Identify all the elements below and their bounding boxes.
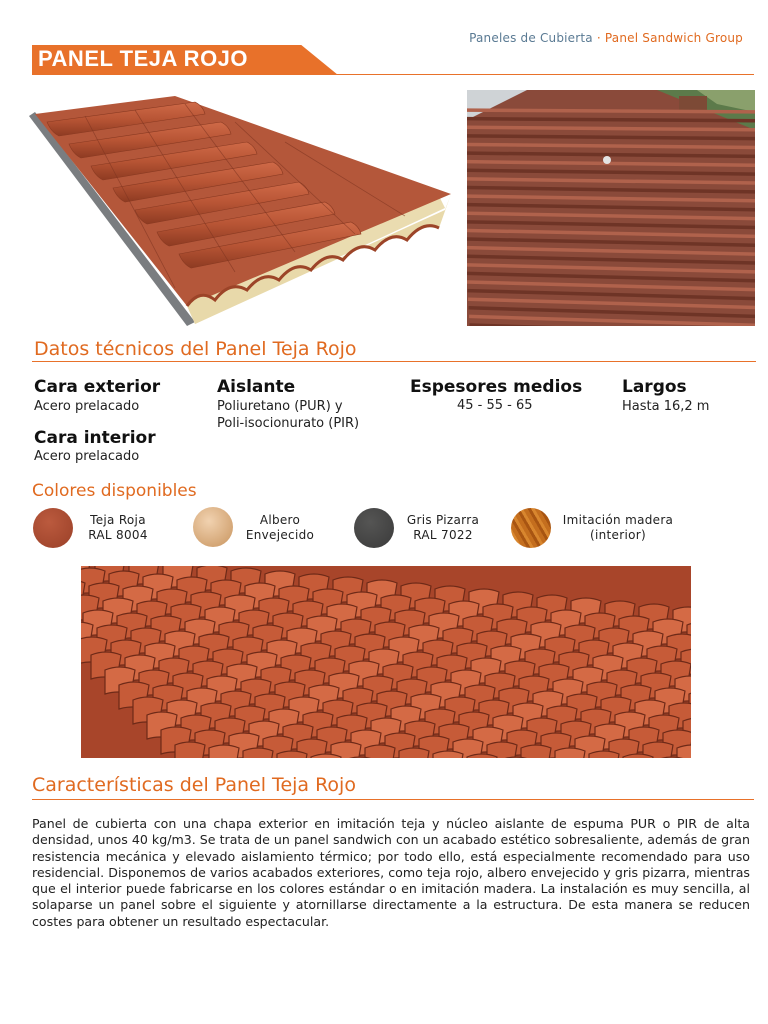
spec-value-lengths: Hasta 16,2 m — [622, 399, 710, 414]
spec-value-insulation-1: Poliuretano (PUR) y — [217, 399, 343, 414]
spec-value-exterior: Acero prelacado — [34, 399, 140, 414]
swatch-madera[interactable] — [511, 508, 551, 548]
color-label-gris-pizarra — [400, 513, 486, 543]
swatch-albero[interactable] — [193, 507, 233, 547]
spec-label-exterior: Cara exterior — [34, 377, 161, 397]
features-heading: Características del Panel Teja Rojo — [32, 774, 356, 796]
color-label-madera — [558, 513, 678, 543]
color-code: RAL 8004 — [88, 528, 148, 542]
breadcrumb — [469, 31, 743, 45]
color-name: Imitación madera — [562, 513, 674, 527]
spec-value-interior: Acero prelacado — [34, 449, 140, 464]
features-divider — [32, 799, 754, 800]
color-name: Gris Pizarra — [406, 513, 480, 527]
roof-photo — [467, 90, 755, 326]
breadcrumb-category[interactable]: Paneles de Cubierta — [469, 31, 593, 45]
spec-value-insulation-2: Poli-isocionurato (PIR) — [217, 416, 360, 431]
spec-label-thickness: Espesores medios — [410, 377, 583, 397]
tile-closeup-photo — [81, 566, 691, 758]
color-name: Teja Roja — [90, 513, 146, 527]
swatch-gris-pizarra[interactable] — [354, 508, 394, 548]
panel-illustration — [25, 92, 455, 328]
spec-label-lengths: Largos — [622, 377, 687, 397]
breadcrumb-brand[interactable]: Panel Sandwich Group — [604, 31, 743, 45]
page-title: PANEL TEJA ROJO — [38, 46, 249, 71]
color-code: RAL 7022 — [413, 528, 473, 542]
spec-label-insulation: Aislante — [217, 377, 296, 397]
color-label-teja-roja — [78, 513, 158, 543]
spec-value-thickness: 45 - 55 - 65 — [457, 398, 533, 413]
title-divider — [32, 74, 754, 75]
colors-heading: Colores disponibles — [32, 481, 197, 501]
breadcrumb-separator: · — [592, 31, 605, 45]
color-label-albero — [240, 513, 320, 543]
color-code: (interior) — [590, 528, 646, 542]
features-text: Panel de cubierta con una chapa exterior en imitación teja y núcleo aislante de espuma PUR o PIR de alta densidad, unos 40 kg/m3. Se trata de un panel sandwich con un acabado estético sobresaliente, además de gran resistencia mecánica y elevado aislamiento térmico; por todo ello, está especialmente recomendado para uso residencial. Disponemos de varios acabados exteriores, como teja rojo, albero envejecido y gris pizarra, mientras que el interior puede fabricarse en los colores estándar o en imitación madera. La instalación es muy sencilla, al solaparse un panel sobre el siguiente y atornillarse directamente a la estructura. De esta manera se reducen costes para obtener un resultado espectacular. — [32, 816, 750, 929]
swatch-teja-roja[interactable] — [33, 508, 73, 548]
color-code: Envejecido — [245, 528, 315, 542]
color-name: Albero — [259, 513, 301, 527]
spec-label-interior: Cara interior — [34, 428, 156, 448]
tech-heading: Datos técnicos del Panel Teja Rojo — [34, 338, 357, 360]
tech-divider — [32, 361, 756, 362]
